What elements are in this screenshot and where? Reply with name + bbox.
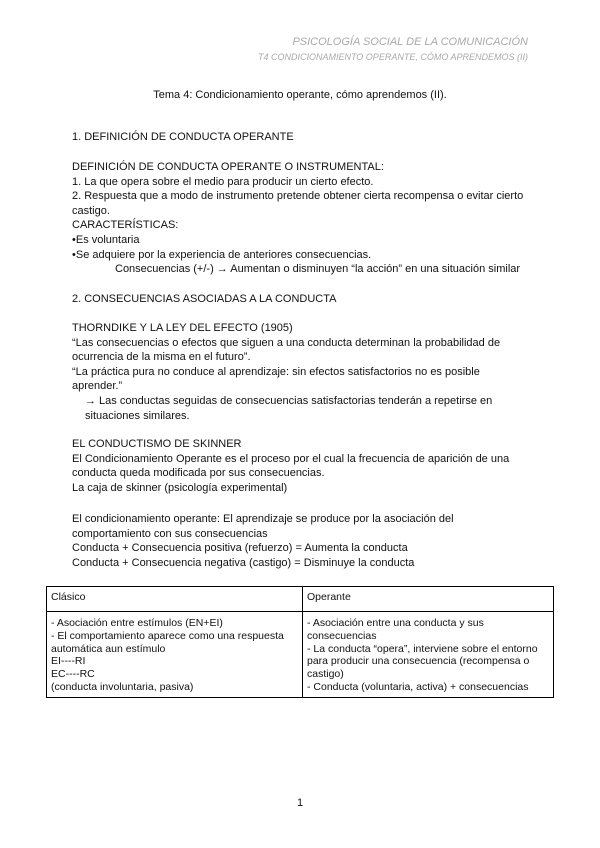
page-number: 1 bbox=[296, 797, 304, 809]
classic-line: - Asociación entre estímulos (EN+EI) bbox=[51, 617, 223, 629]
thorndike-quote-1: “Las consecuencias o efectos que siguen a una conducta determinan la probabilidad de ocurrencia de la misma en el futuro”. bbox=[72, 336, 501, 364]
skinner-title: EL CONDUCTISMO DE SKINNER bbox=[72, 438, 242, 450]
section1-definition bbox=[72, 160, 532, 277]
classic-line: EC----RC bbox=[51, 668, 95, 681]
thorndike-conclusion: → Las conductas seguidas de consecuencias satisfactorias tenderán a repetirse en situaciones similares. bbox=[85, 394, 493, 422]
document-title: Tema 4: Condicionamiento operante, cómo aprendemos (II). bbox=[153, 89, 447, 101]
characteristic-bullet-2: •Se adquiere por la experiencia de anteriores consecuencias. bbox=[72, 248, 372, 261]
operant-definition: El condicionamiento operante: El aprendizaje se produce por la asociación del comportamiento con sus consecuencias bbox=[72, 513, 454, 540]
section1-heading: 1. DEFINICIÓN DE CONDUCTA OPERANTE bbox=[72, 131, 294, 143]
skinner-block bbox=[72, 437, 532, 495]
definition-point-1: 1. La que opera sobre el medio para producir un cierto efecto. bbox=[72, 175, 374, 188]
characteristics-label: CARACTERÍSTICAS: bbox=[72, 219, 179, 232]
formula-negative: Conducta + Consecuencia negativa (castigo) = Disminuye la conducta bbox=[72, 556, 415, 569]
classic-line: (conducta involuntaria, pasiva) bbox=[51, 680, 194, 693]
running-header-topic: T4 CONDICIONAMIENTO OPERANTE, CÓMO APRENDEMOS (II) bbox=[257, 52, 528, 62]
table-cell-operant bbox=[303, 612, 554, 698]
formula-positive: Conducta + Consecuencia positiva (refuerzo) = Aumenta la conducta bbox=[72, 542, 408, 555]
table-header-classic: Clásico bbox=[47, 587, 303, 612]
running-header-subject: PSICOLOGÍA SOCIAL DE LA COMUNICACIÓN bbox=[292, 36, 528, 48]
table-cell-classic bbox=[47, 612, 303, 698]
comparison-table bbox=[46, 586, 554, 698]
classic-line: - El comportamiento aparece como una respuesta automática aun estímulo bbox=[51, 629, 284, 655]
table-header-row bbox=[47, 587, 554, 612]
skinner-box: La caja de skinner (psicología experimental) bbox=[72, 481, 288, 494]
operant-line: - Asociación entre una conducta y sus consecuencias bbox=[307, 617, 484, 642]
characteristic-bullet-1: •Es voluntaria bbox=[72, 233, 140, 246]
operant-line: - Conducta (voluntaria, activa) + consecuencias bbox=[307, 680, 529, 693]
definition-point-2: 2. Respuesta que a modo de instrumento pretende obtener cierta recompensa o evitar cierto castigo. bbox=[72, 190, 524, 217]
table-header-operant: Operante bbox=[303, 587, 554, 612]
thorndike-quote-2: “La práctica pura no conduce al aprendizaje: sin efectos satisfactorios no es posible aprender.” bbox=[72, 365, 480, 393]
thorndike-block bbox=[72, 321, 532, 423]
thorndike-title: THORNDIKE Y LA LEY DEL EFECTO (1905) bbox=[72, 322, 293, 334]
operant-block bbox=[72, 512, 532, 570]
skinner-definition: El Condicionamiento Operante es el proceso por el cual la frecuencia de aparición de una conducta queda modificada por sus consecuencias. bbox=[72, 452, 510, 480]
table-row bbox=[47, 612, 554, 698]
definition-subheading: DEFINICIÓN DE CONDUCTA OPERANTE O INSTRUMENTAL: bbox=[72, 161, 384, 173]
section2-heading: 2. CONSECUENCIAS ASOCIADAS A LA CONDUCTA bbox=[72, 293, 337, 305]
classic-line: EI----RI bbox=[51, 655, 86, 668]
consequences-note: Consecuencias (+/-) → Aumentan o disminuyen “la acción” en una situación similar bbox=[115, 263, 521, 276]
operant-line: - La conducta “opera”, interviene sobre el entorno para producir una consecuencia (recompensa o castigo) bbox=[307, 642, 538, 681]
